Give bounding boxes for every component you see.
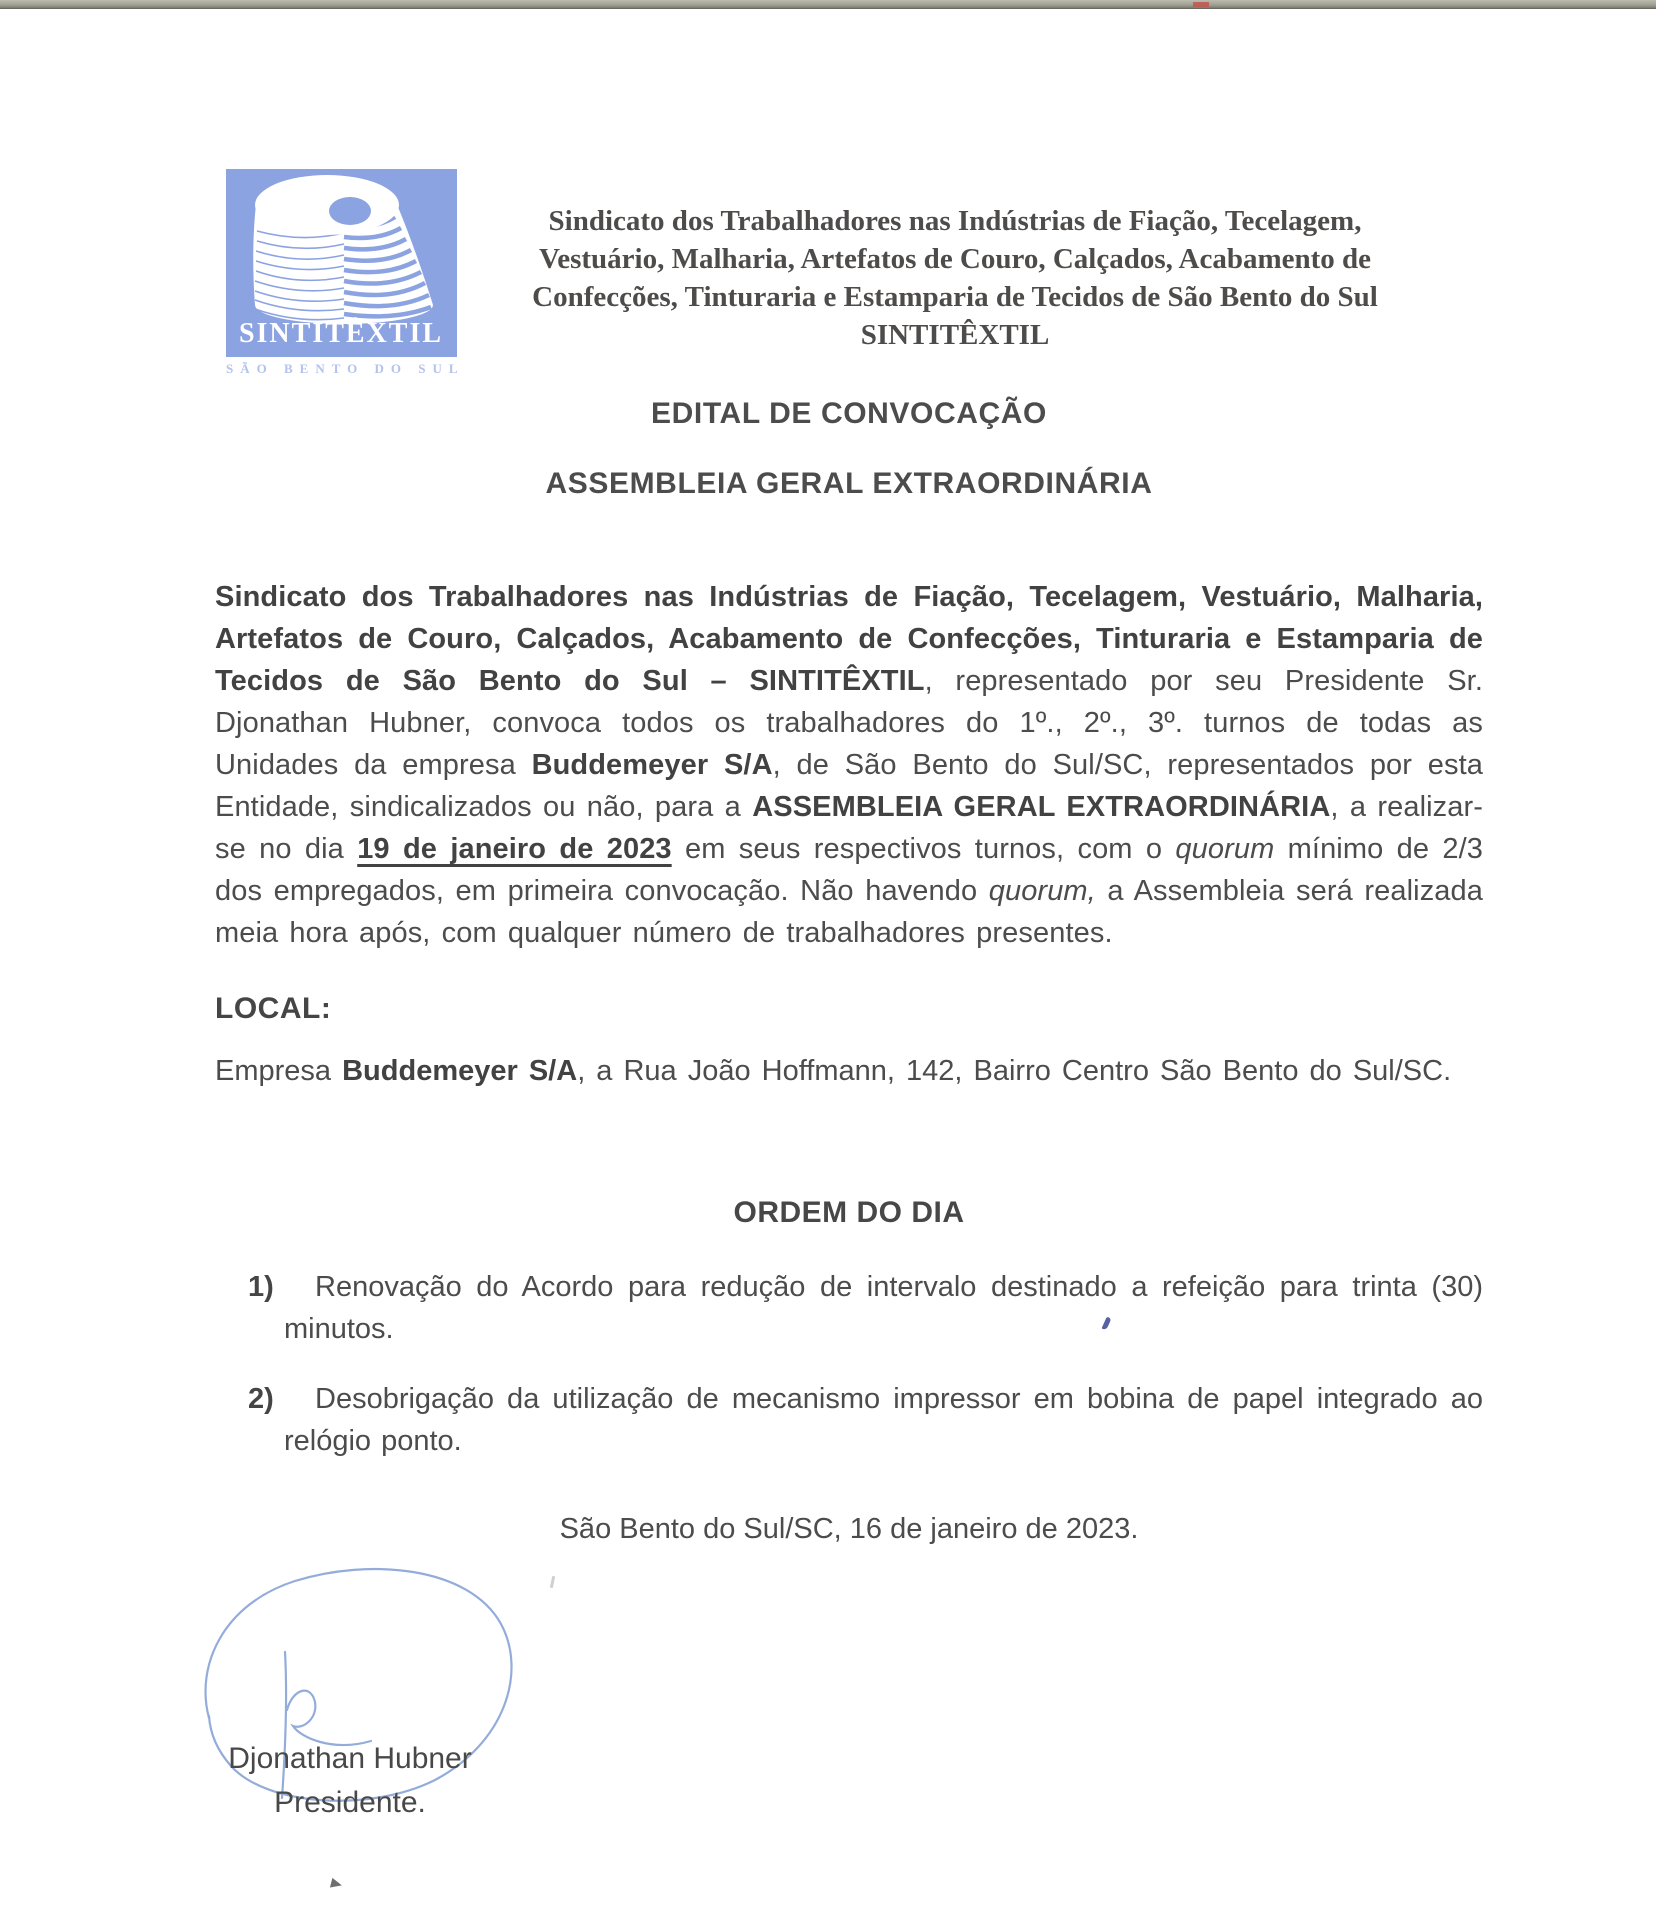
text-segment: , representado por seu Presidente Sr. Djonathan Hubner, convoca todos os trabalhadores do 1º., 2º., 3º. turnos de todas as Unidades da empresa xyxy=(215,665,1483,781)
text-segment: em seus respectivos turnos, com o xyxy=(671,833,1176,865)
stray-ink-mark xyxy=(550,1576,555,1588)
convocation-paragraph xyxy=(215,576,1483,954)
signer-name: Djonathan Hubner xyxy=(228,1742,472,1775)
place-date-line: São Bento do Sul/SC, 16 de janeiro de 2023. xyxy=(559,1513,1139,1545)
text-segment: mínimo de 2/3 dos empregados, em primeira convocação. Não havendo xyxy=(215,833,1484,907)
thread-cone-icon xyxy=(226,169,457,357)
signer-title: Presidente. xyxy=(274,1786,426,1819)
local-paragraph xyxy=(215,1050,1483,1092)
agenda-item-text: Desobrigação da utilização de mecanismo impressor em bobina de papel integrado ao relógio ponto. xyxy=(284,1383,1483,1457)
text-segment: Sindicato dos Trabalhadores nas Indústrias de Fiação, Tecelagem, Vestuário, Malharia, Artefatos de Couro, Calçados, Acabamento de Confecções, Tinturaria e Estamparia de Tecidos de São Bento do Sul – SINTITÊXTIL xyxy=(215,581,1483,697)
agenda-heading: ORDEM DO DIA xyxy=(733,1196,965,1229)
text-segment: , de São Bento do Sul/SC, representados por esta Entidade, sindicalizados ou não, para a xyxy=(215,749,1483,823)
meeting-date: 19 de janeiro de 2023 xyxy=(357,833,672,865)
agenda-item-text: Renovação do Acordo para redução de intervalo destinado a refeição para trinta (30) minutos. xyxy=(284,1271,1483,1345)
sintitextil-logo xyxy=(226,169,465,377)
logo-subtext: SÃO BENTO DO SUL xyxy=(226,361,465,376)
text-segment: quorum xyxy=(1175,833,1275,865)
document-title: EDITAL DE CONVOCAÇÃO xyxy=(651,397,1047,430)
text-segment: Buddemeyer S/A xyxy=(531,749,773,781)
logo-wordmark: SINTITÊXTIL xyxy=(238,318,444,349)
scanner-red-mark xyxy=(1193,2,1209,7)
text-segment: quorum, xyxy=(988,875,1096,907)
letterhead-line: Vestuário, Malharia, Artefatos de Couro, Calçados, Acabamento de xyxy=(538,243,1372,275)
local-heading: LOCAL: xyxy=(215,992,332,1025)
agenda-item xyxy=(215,1266,1483,1350)
letterhead-line: SINTITÊXTIL xyxy=(860,319,1050,351)
document-subtitle: ASSEMBLEIA GERAL EXTRAORDINÁRIA xyxy=(545,467,1153,500)
text-segment: Empresa xyxy=(215,1055,343,1087)
text-segment: , a realizar-se no dia xyxy=(215,791,1484,865)
stray-ink-mark xyxy=(330,1878,343,1890)
letterhead-line: Confecções, Tinturaria e Estamparia de Tecidos de São Bento do Sul xyxy=(532,281,1378,313)
signature-scribble xyxy=(183,1560,523,1815)
agenda-item xyxy=(215,1378,1483,1462)
company-name: Buddemeyer S/A xyxy=(342,1055,578,1087)
text-segment: a Assembleia será realizada meia hora após, com qualquer número de trabalhadores presentes. xyxy=(215,875,1483,949)
agenda-item-number: 1) xyxy=(248,1271,274,1303)
scanner-edge-band xyxy=(0,0,1656,9)
letterhead xyxy=(455,202,1455,354)
letterhead-line: Sindicato dos Trabalhadores nas Indústrias de Fiação, Tecelagem, xyxy=(548,205,1362,237)
text-segment: ASSEMBLEIA GERAL EXTRAORDINÁRIA xyxy=(752,791,1331,823)
text-segment: , a Rua João Hoffmann, 142, Bairro Centro São Bento do Sul/SC. xyxy=(577,1055,1452,1087)
agenda-item-number: 2) xyxy=(248,1383,274,1415)
